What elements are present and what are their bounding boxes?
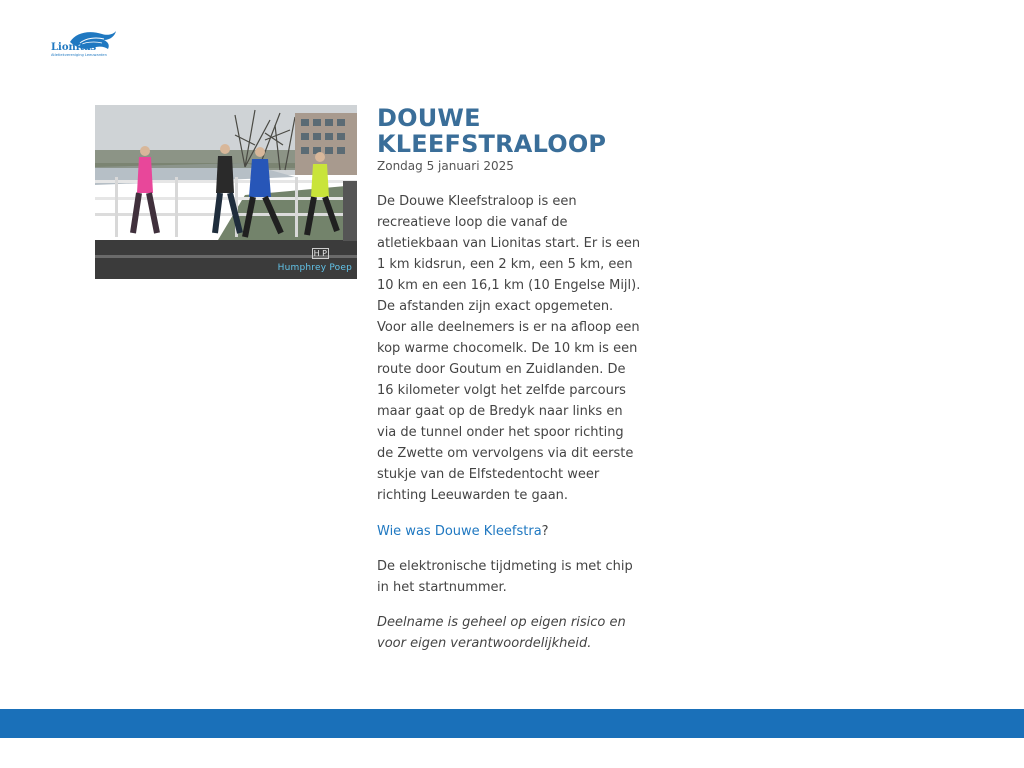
photo-watermark: H P <box>313 249 327 258</box>
page-title: DOUWE KLEEFSTRALOOP <box>377 104 607 158</box>
timing-info: De elektronische tijdmeting is met chip in het startnummer. <box>377 559 633 595</box>
link-suffix: ? <box>541 524 549 539</box>
douwe-kleefstra-paragraph <box>377 521 642 542</box>
photo-credit: Humphrey Poep <box>277 263 352 273</box>
disclaimer: Deelname is geheel op eigen risico en voor eigen verantwoordelijkheid. <box>377 615 626 651</box>
lionitas-logo[interactable] <box>50 28 120 60</box>
logo-tagline: Atletiekvereniging Leeuwarden <box>51 53 107 57</box>
footer-bar <box>0 709 1024 738</box>
logo-text: Lionitas <box>51 42 97 53</box>
event-photo <box>95 105 357 279</box>
wie-was-douwe-kleefstra-link[interactable]: Wie was Douwe Kleefstra <box>377 524 542 539</box>
event-description: De Douwe Kleefstraloop is een recreatieve loop die vanaf de atletiekbaan van Lionitas start. Er is een 1 km kidsrun, een 2 km, een 5 km, een 10 km en een 16,1 km (10 Engelse Mijl). De afstanden zijn exact opgemeten. Voor alle deelnemers is er na afloop een kop warme chocomelk. De 10 km is een route door Goutum en Zuidlanden. De 16 kilometer volgt het zelfde parcours maar gaat op de Bredyk naar links en via de tunnel onder het spoor richting de Zwette om vervolgens via dit eerste stukje van de Elfstedentocht weer richting Leeuwarden te gaan. <box>377 194 641 503</box>
event-date: Zondag 5 januari 2025 <box>377 159 514 173</box>
event-content <box>377 105 642 654</box>
lion-logo-icon <box>50 28 120 60</box>
